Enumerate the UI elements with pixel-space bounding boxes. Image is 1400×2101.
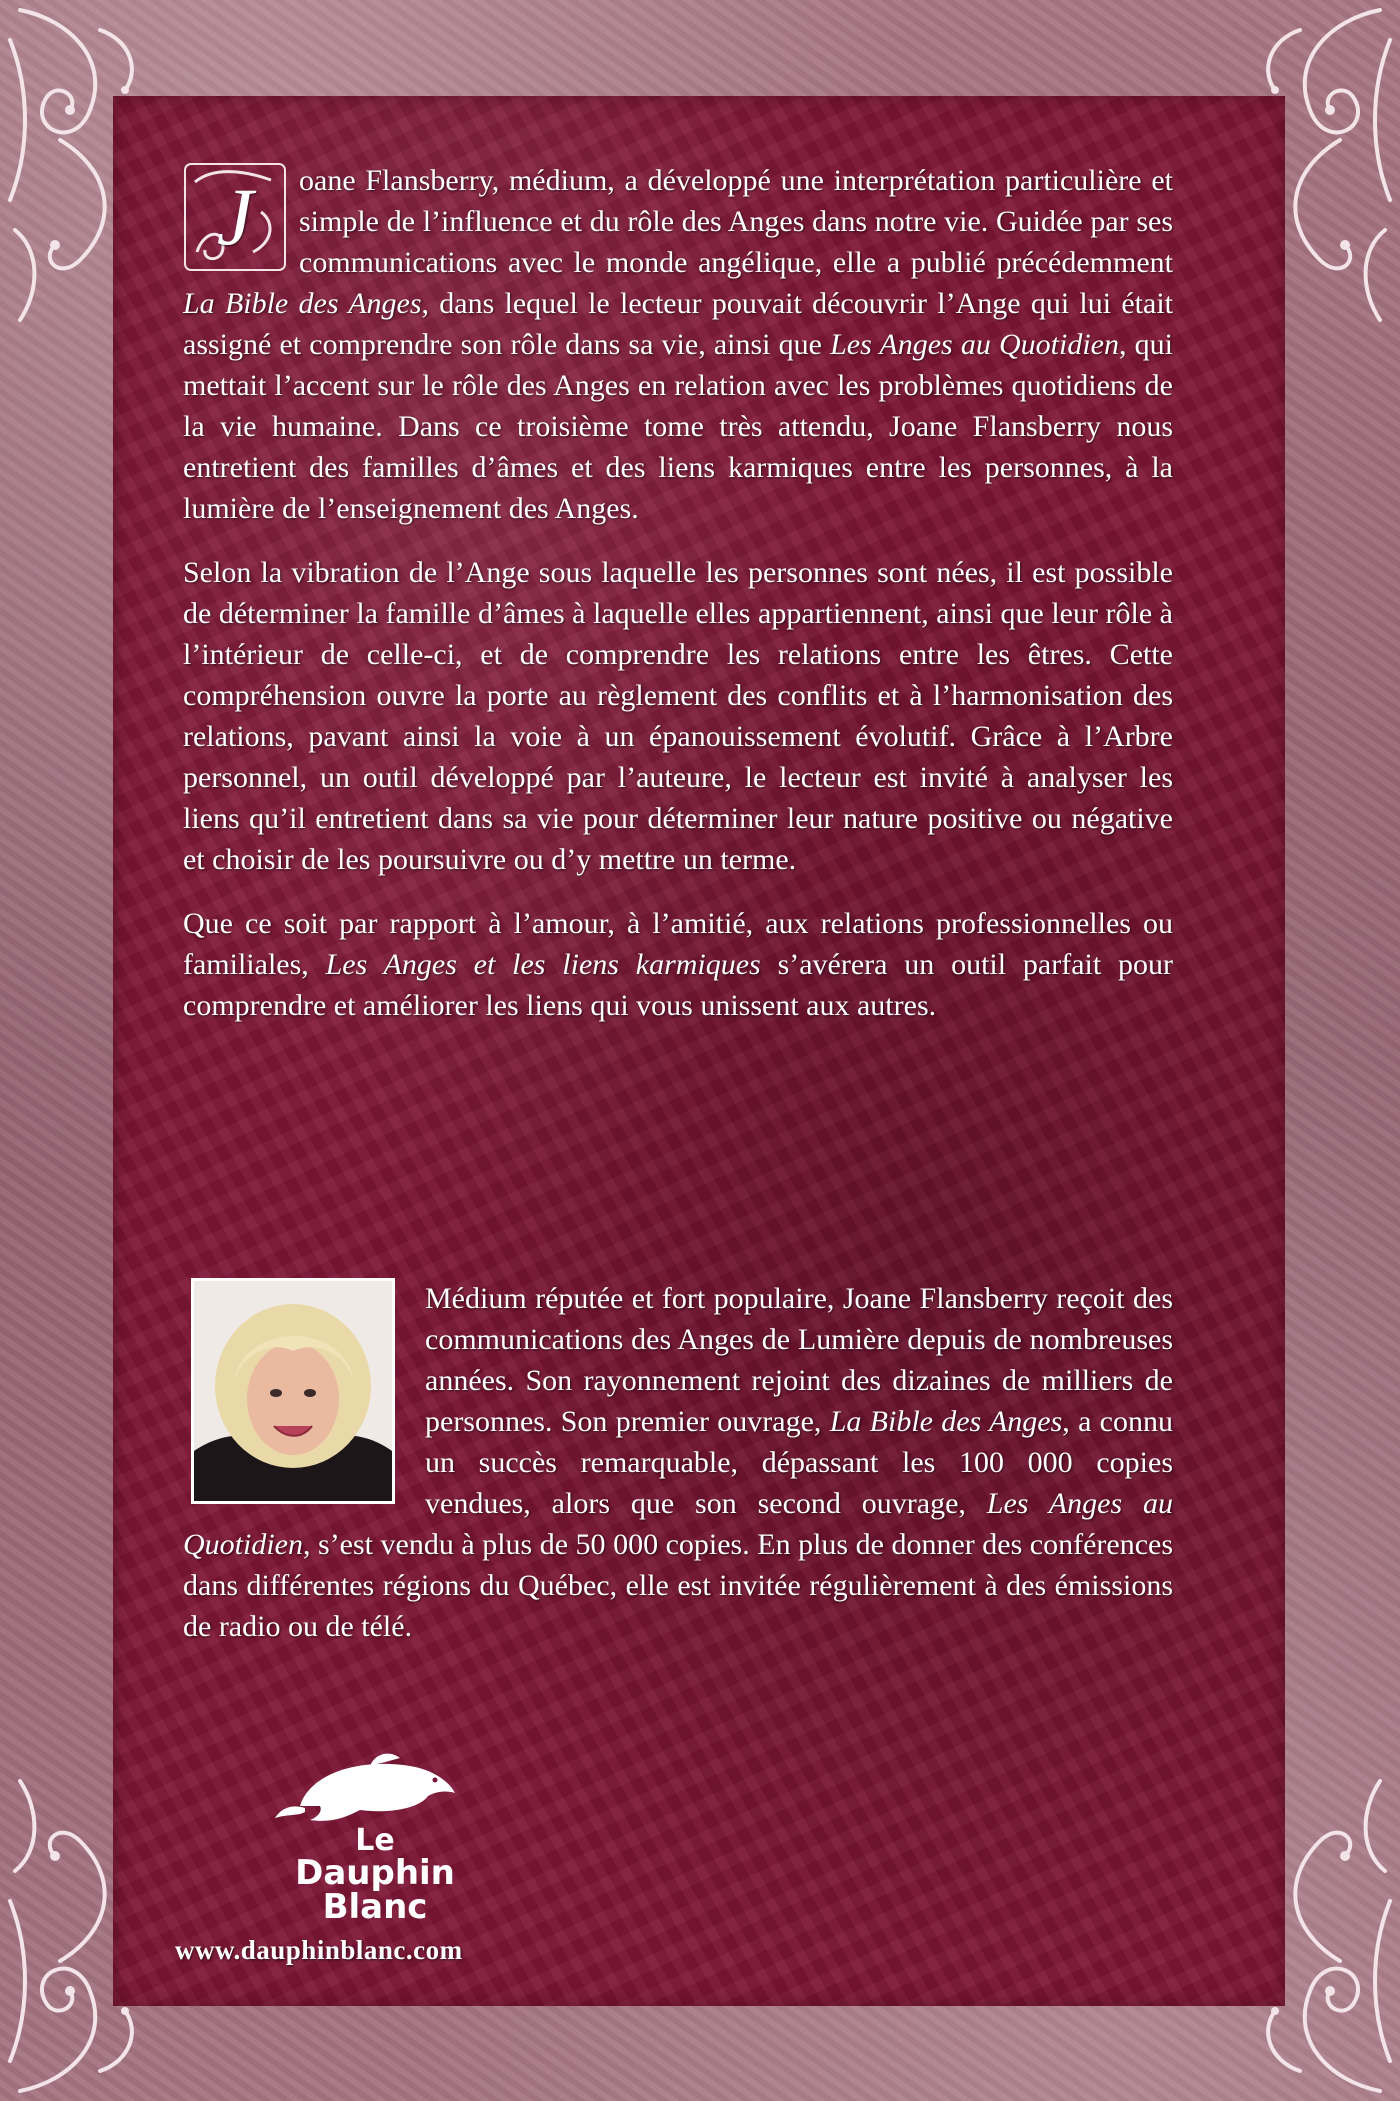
book-title: Les Anges au Quotidien	[183, 1487, 1173, 1561]
description-paragraph-3	[183, 903, 1173, 1026]
description-paragraph-2: Selon la vibration de l’Ange sous laquelle les personnes sont nées, il est possible de déterminer la famille d’âmes à laquelle elles appartiennent, ainsi que leur rôle à l’intérieur de celle-ci, et de comprendre les relations entre les êtres. Cette compréhension ouvre la porte au règlement des conflits et à l’harmonisation des relations, pavant ainsi la voie à un épanouissement évolutif. Grâce à l’Arbre personnel, un outil développé par l’auteure, le lecteur est invité à analyser les liens qu’il entretient dans sa vie pour déterminer leur nature positive ou négative et choisir de les poursuivre ou d’y mettre un terme.	[183, 556, 1173, 876]
book-title: La Bible des Anges	[829, 1405, 1063, 1438]
description-text: s’avérera un outil parfait pour comprendre et améliorer les liens qui vous unissent aux autres.	[183, 948, 1173, 1022]
description-paragraph-1	[183, 160, 1173, 529]
bio-text: , a connu un succès remarquable, dépassant les 100 000 copies vendues, alors que son second ouvrage,	[425, 1405, 1173, 1520]
description-text: , qui mettait l’accent sur le rôle des Anges en relation avec les problèmes quotidiens de la vie humaine. Dans ce troisième tome très attendu, Joane Flansberry nous entretient des familles d’âmes et des liens karmiques entre les personnes, à la lumière de l’enseignement des Anges.	[183, 328, 1173, 525]
book-title: Les Anges au Quotidien	[830, 328, 1120, 361]
book-title: Les Anges et les liens karmiques	[325, 948, 761, 981]
publisher-logo	[250, 1748, 500, 1927]
book-description	[183, 160, 1173, 1049]
svg-text:J: J	[216, 171, 254, 262]
bio-text: Médium réputée et fort populaire, Joane Flansberry reçoit des communications des Anges de Lumière depuis de nombreuses années. Son rayonnement rejoint des dizaines de milliers de personnes. Son premier ouvrage,	[425, 1282, 1173, 1438]
publisher-name-line1: Le	[355, 1823, 395, 1858]
description-text: , dans lequel le lecteur pouvait découvrir l’Ange qui lui était assigné et comprendre son rôle dans sa vie, ainsi que	[183, 287, 1173, 361]
book-title: La Bible des Anges	[183, 287, 422, 320]
bio-text: , s’est vendu à plus de 50 000 copies. En plus de donner des conférences dans différentes régions du Québec, elle est invitée régulièrement à des émissions de radio ou de télé.	[183, 1528, 1173, 1643]
publisher-name-line2: Dauphin	[295, 1853, 455, 1893]
publisher-name-line3: Blanc	[322, 1887, 428, 1927]
author-bio	[183, 1278, 1173, 1647]
description-text: Que ce soit par rapport à l’amour, à l’amitié, aux relations professionnelles ou familiales,	[183, 907, 1173, 981]
author-photo	[191, 1278, 395, 1504]
description-text: oane Flansberry, médium, a développé une interprétation particulière et simple de l’influence et du rôle des Anges dans notre vie. Guidée par ses communications avec le monde angélique, elle a publié précédemment	[299, 164, 1173, 279]
publisher-website: www.dauphinblanc.com	[175, 1935, 463, 1965]
dropcap-icon	[183, 162, 287, 272]
dolphin-icon	[250, 1748, 500, 1828]
